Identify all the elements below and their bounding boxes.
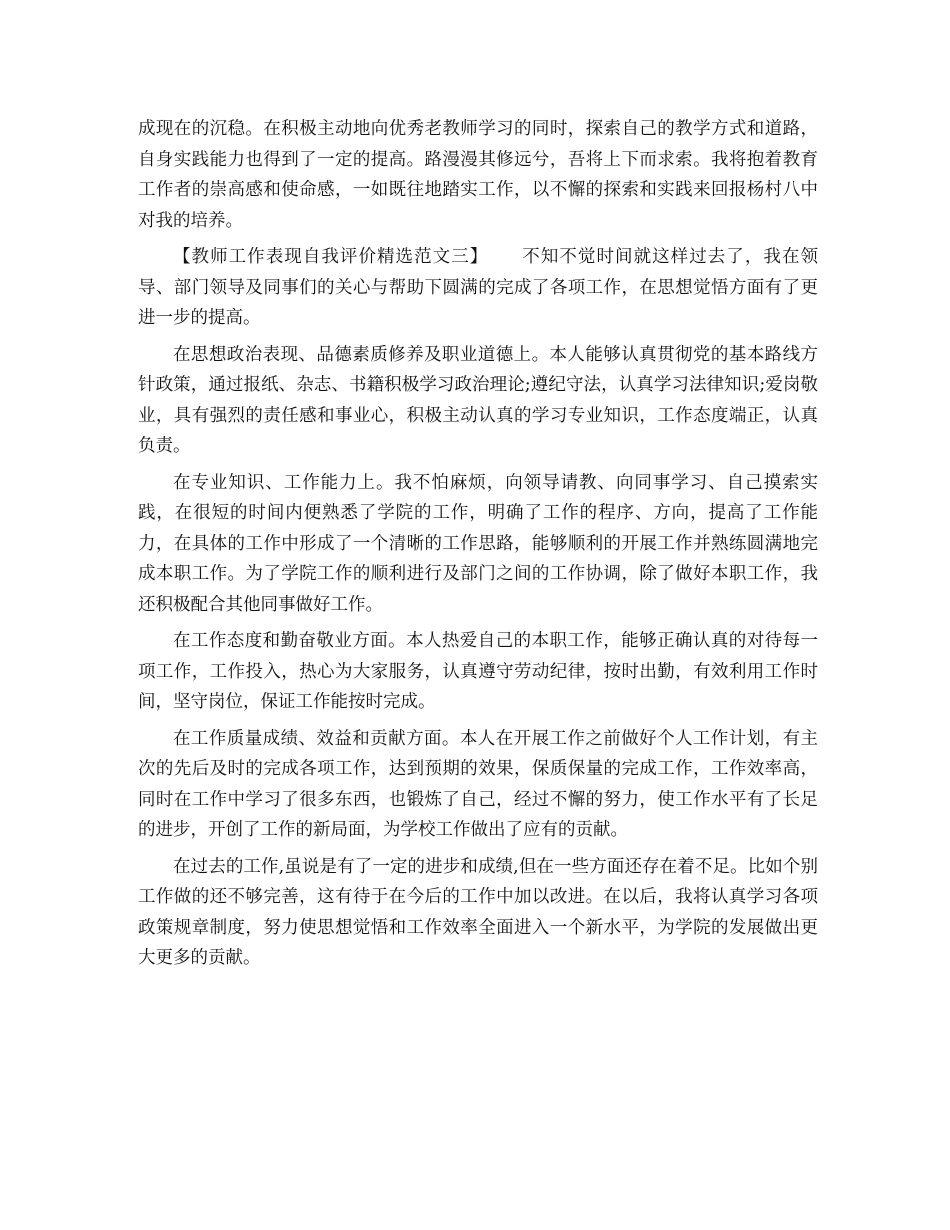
paragraph-quality: 在工作质量成绩、效益和贡献方面。本人在开展工作之前做好个人工作计划，有主次的先后及时的完成各项工作，达到预期的效果，保质保量的完成工作，工作效率高，同时在工作中学习了很多东西，也锻炼了自己，经过不懈的努力，使工作水平有了长足的进步，开创了工作的新局面，为学校工作做出了应有的贡献。: [138, 728, 818, 840]
paragraph-professional: 在专业知识、工作能力上。我不怕麻烦，向领导请教、向同事学习、自己摸索实践，在很短的时间内便熟悉了学院的工作，明确了工作的程序、方向，提高了工作能力，在具体的工作中形成了一个清晰的工作思路，能够顺利的开展工作并熟练圆满地完成本职工作。为了学院工作的顺利进行及部门之间的工作协调，除了做好本职工作，我还积极配合其他同事做好工作。: [138, 472, 818, 615]
paragraph-political: 在思想政治表现、品德素质修养及职业道德上。本人能够认真贯彻党的基本路线方针政策，通过报纸、杂志、书籍积极学习政治理论;遵纪守法，认真学习法律知识;爱岗敬业，具有强烈的责任感和事业心，积极主动认真的学习专业知识，工作态度端正，认真负责。: [138, 344, 818, 456]
section-intro-text: 不知不觉时间就这样过去了，我在领导、部门领导及同事们的关心与帮助下圆满的完成了各项工作，在思想觉悟方面有了更进一步的提高。: [138, 247, 818, 328]
section-heading: 【教师工作表现自我评价精选范文三】: [173, 247, 489, 267]
document-body: [138, 114, 818, 980]
paragraph-continuation: 成现在的沉稳。在积极主动地向优秀老教师学习的同时，探索自己的教学方式和道路，自身实践能力也得到了一定的提高。路漫漫其修远兮，吾将上下而求索。我将抱着教育工作者的崇高感和使命感，一如既往地踏实工作，以不懈的探索和实践来回报杨村八中对我的培养。: [138, 119, 818, 231]
paragraph-attitude: 在工作态度和勤奋敬业方面。本人热爱自己的本职工作，能够正确认真的对待每一项工作，工作投入，热心为大家服务，认真遵守劳动纪律，按时出勤，有效利用工作时间，坚守岗位，保证工作能按时完成。: [138, 631, 818, 712]
paragraph-conclusion: 在过去的工作,虽说是有了一定的进步和成绩,但在一些方面还存在着不足。比如个别工作做的还不够完善，这有待于在今后的工作中加以改进。在以后，我将认真学习各项政策规章制度，努力使思想觉悟和工作效率全面进入一个新水平，为学院的发展做出更大更多的贡献。: [138, 856, 818, 968]
paragraph-section-intro: [138, 242, 818, 334]
